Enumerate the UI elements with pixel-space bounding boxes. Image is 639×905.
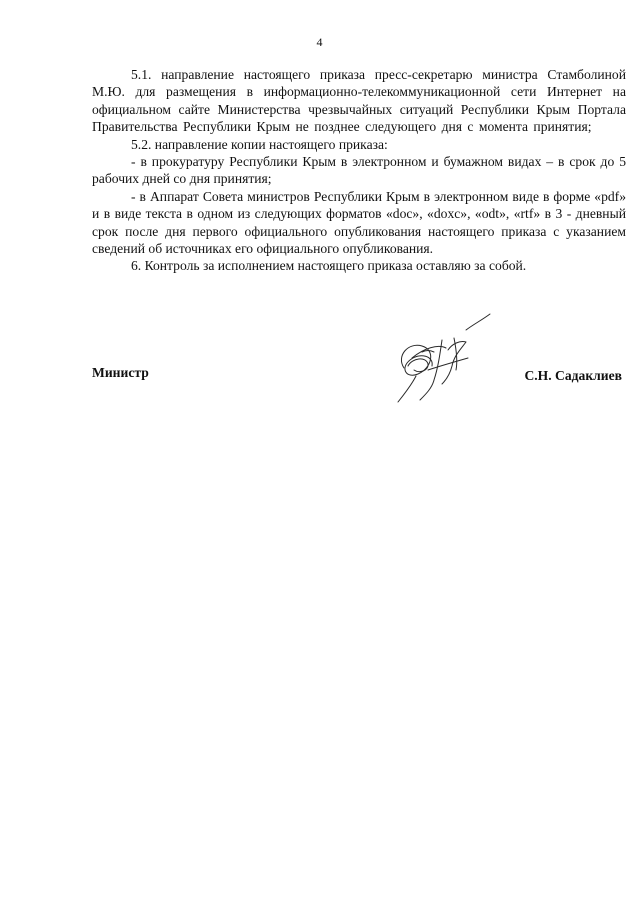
handwritten-signature-icon — [382, 310, 512, 410]
page-number: 4 — [316, 35, 323, 49]
signatory-title: Министр — [92, 365, 149, 380]
signatory-name: С.Н. Садаклиев — [524, 368, 622, 383]
signature-block — [92, 346, 626, 426]
paragraph-5-1: 5.1. направление настоящего приказа пресс-секретарю министра Стамболиной М.Ю. для размещения в информационно-телекоммуникационной сети Интернет на официальном сайте Министерства чрезвычайных ситуаций Республики Крым Портала Правительства Республики Крым не позднее следующего дня с момента принятия; — [92, 67, 626, 135]
document-body — [92, 66, 626, 275]
paragraph-prosecutor: - в прокуратуру Республики Крым в электронном и бумажном видах – в срок до 5 рабочих дней со дня принятия; — [92, 154, 626, 187]
paragraph-council-apparatus: - в Аппарат Совета министров Республики Крым в электронном виде в форме «pdf» и в виде текста в одном из следующих форматов «doc», «doxc», «odt», «rtf» в 3 - дневный срок после дня первого официального опубликования настоящего приказа с указанием сведений об источниках его официального опубликования. — [92, 188, 626, 257]
paragraph-6-control: 6. Контроль за исполнением настоящего приказа оставляю за собой. — [131, 258, 527, 274]
paragraph-5-2: 5.2. направление копии настоящего приказа: — [131, 136, 388, 152]
